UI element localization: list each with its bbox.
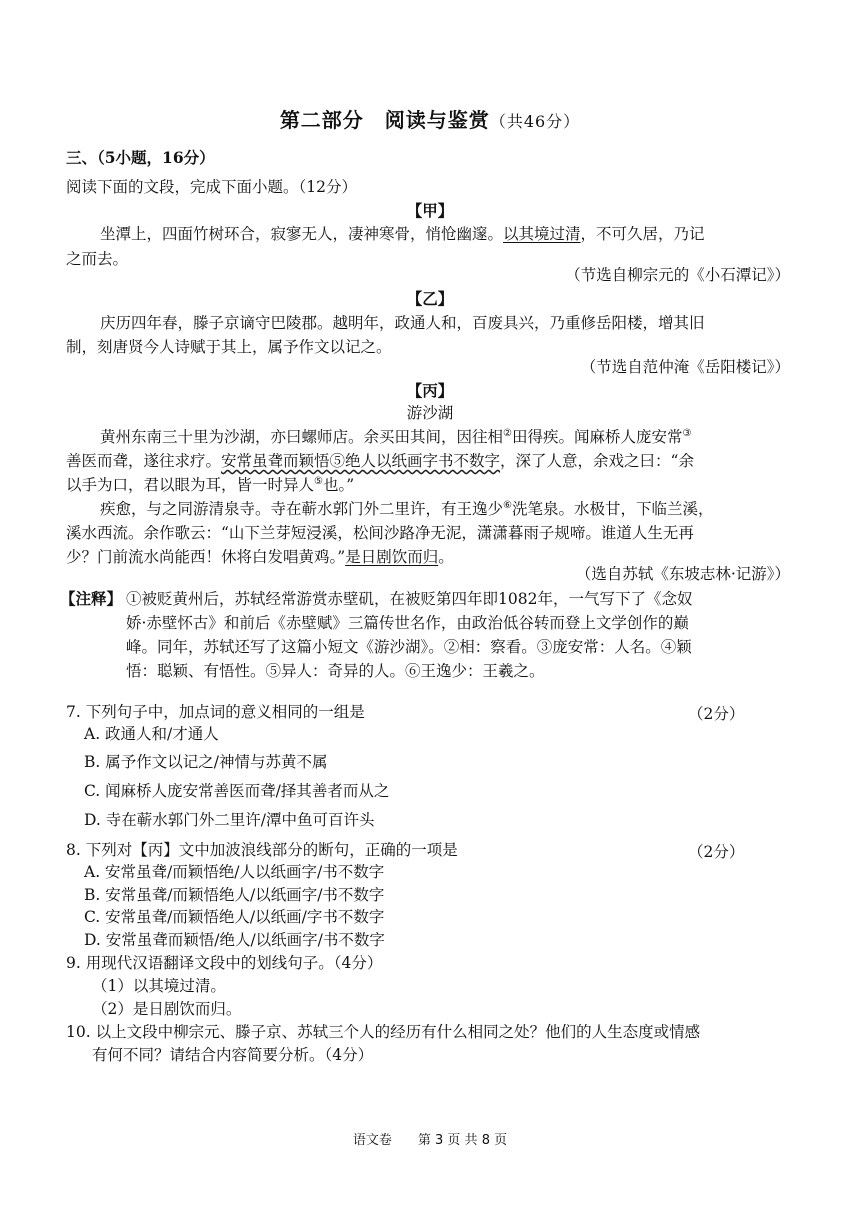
notes-line-1: ①被贬黄州后，苏轼经常游赏赤壁矶，在被贬第四年即1082年，一气写下了《念奴: [126, 590, 693, 608]
q8-option-d[interactable]: D. 安常虽聋而颖悟/绝人/以纸画字/书不数字: [84, 931, 385, 949]
passage-bing-text: 少？门前流水尚能西！休将白发唱黄鸡。”: [66, 548, 346, 566]
passage-bing-text: ，深了人意，余戏之曰：“余: [500, 452, 694, 470]
q10-line-2: 有何不同？请结合内容简要分析。（4分）: [92, 1046, 374, 1064]
passage-bing-text: 也。”: [322, 476, 355, 494]
part-title-score: （共46分）: [489, 112, 581, 131]
part-title-main: 第二部分 阅读与鉴赏: [279, 108, 490, 132]
q8-option-c[interactable]: C. 安常虽聋/而颖悟绝人/以纸画/字书不数字: [84, 908, 385, 926]
footnote-marker: ②: [503, 427, 512, 439]
q7-option-b[interactable]: B. 属予作文以记之/神情与苏黄不属: [84, 753, 328, 771]
q7-score: （2分）: [688, 705, 745, 723]
passage-bing-line-1: [100, 427, 691, 447]
page-footer: 语文卷 第 3 页 共 8 页: [352, 1133, 508, 1148]
notes-line-4: 悟：聪颖、有悟性。⑤异人：奇异的人。⑥王逸少：王羲之。: [126, 662, 545, 680]
passage-bing-line-4: [100, 499, 714, 519]
wavy-underlined-sentence: 安常虽聋而颖悟⑤绝人以纸画字书不数字: [221, 452, 501, 470]
passage-jia-text: ，不可久居，乃记: [580, 225, 705, 243]
notes-line-3: 峰。同年，苏轼还写了这篇小短文《游沙湖》。②相：察看。③庞安常：人名。④颖: [126, 638, 692, 656]
q8-stem: 8. 下列对【丙】文中加波浪线部分的断句，正确的一项是: [66, 841, 458, 859]
passage-jia-line-2: 之而去。: [66, 250, 129, 268]
passage-yi-line-1: 庆历四年春，滕子京谪守巴陵郡。越明年，政通人和，百废具兴，乃重修岳阳楼，增其旧: [100, 314, 705, 332]
q9-sub-2: （2）是日剧饮而归。: [92, 1000, 242, 1018]
q7-option-c[interactable]: C. 闻麻桥人庞安常善医而聋/择其善者而从之: [84, 782, 390, 800]
q7-stem: 7. 下列句子中，加点词的意义相同的一组是: [66, 703, 365, 721]
underlined-sentence-1: 以其境过清: [503, 225, 581, 243]
part-title: [0, 104, 860, 133]
passage-bing-line-2: [66, 451, 694, 471]
passage-bing-heading: 【丙】: [406, 381, 454, 400]
footnote-marker: ⑥: [503, 499, 512, 511]
passage-bing-source: （选自苏轼《东坡志林·记游》）: [575, 565, 790, 583]
passage-bing-text: 善医而聋，遂往求疗。: [66, 452, 222, 470]
passage-bing-text: 疾愈，与之同游清泉寺。寺在蕲水郭门外二里许，有王逸少: [100, 500, 504, 518]
passage-yi-heading: 【乙】: [406, 289, 454, 308]
passage-jia-text: 坐潭上，四面竹树环合，寂寥无人，凄神寒骨，悄怆幽邃。: [100, 225, 504, 243]
passage-bing-text: 洗笔泉。水极甘，下临兰溪，: [511, 500, 714, 518]
passage-bing-text: 黄州东南三十里为沙湖，亦曰螺师店。余买田其间，因往相: [100, 428, 504, 446]
passage-jia-line-1: [100, 224, 705, 244]
q9-stem: 9. 用现代汉语翻译文段中的划线句子。（4分）: [66, 954, 383, 972]
passage-bing-line-5: 溪水西流。余作歌云：“山下兰芽短浸溪，松间沙路净无泥，潇潇暮雨子规啼。谁道人生无再: [66, 524, 694, 542]
passage-jia-source: （节选自柳宗元的《小石潭记》）: [565, 266, 790, 284]
section-heading: 三、（5小题，16分）: [66, 148, 215, 167]
notes-line-2: 娇·赤壁怀古》和前后《赤壁赋》三篇传世名作，由政治低谷转而登上文学创作的巅: [126, 614, 689, 632]
passage-jia-heading: 【甲】: [406, 201, 454, 220]
q8-score: （2分）: [688, 843, 745, 861]
reading-instruction: 阅读下面的文段，完成下面小题。（12分）: [66, 178, 357, 196]
q10-line-1: 10. 以上文段中柳宗元、滕子京、苏轼三个人的经历有什么相同之处？他们的人生态度或情感: [66, 1023, 701, 1041]
passage-bing-text: 以手为口，君以眼为耳，皆一时异人: [66, 476, 315, 494]
passage-yi-source: （节选自范仲淹《岳阳楼记》）: [580, 358, 790, 376]
passage-bing-title: 游沙湖: [406, 404, 454, 422]
passage-bing-text: 田得疾。闻麻桥人庞安常: [511, 428, 683, 446]
q8-option-b[interactable]: B. 安常虽聋/而颖悟绝人/以纸画字/书不数字: [84, 886, 385, 904]
q9-sub-1: （1）以其境过清。: [92, 977, 226, 995]
passage-yi-line-2: 制，刻唐贤今人诗赋于其上，属予作文以记之。: [66, 338, 392, 356]
notes-label: 【注释】: [60, 589, 123, 608]
q7-option-a[interactable]: A. 政通人和/才通人: [84, 725, 219, 743]
q8-option-a[interactable]: A. 安常虽聋/而颖悟绝/人以纸画字/书不数字: [84, 863, 385, 881]
footnote-marker: ③: [682, 427, 692, 439]
q7-option-d[interactable]: D. 寺在蕲水郭门外二里许/潭中鱼可百许头: [84, 811, 375, 829]
passage-bing-text: 。: [438, 548, 454, 566]
passage-bing-line-3: [66, 475, 354, 495]
footnote-marker: ⑤: [314, 475, 323, 487]
underlined-sentence-2: 是日剧饮而归: [345, 548, 439, 566]
